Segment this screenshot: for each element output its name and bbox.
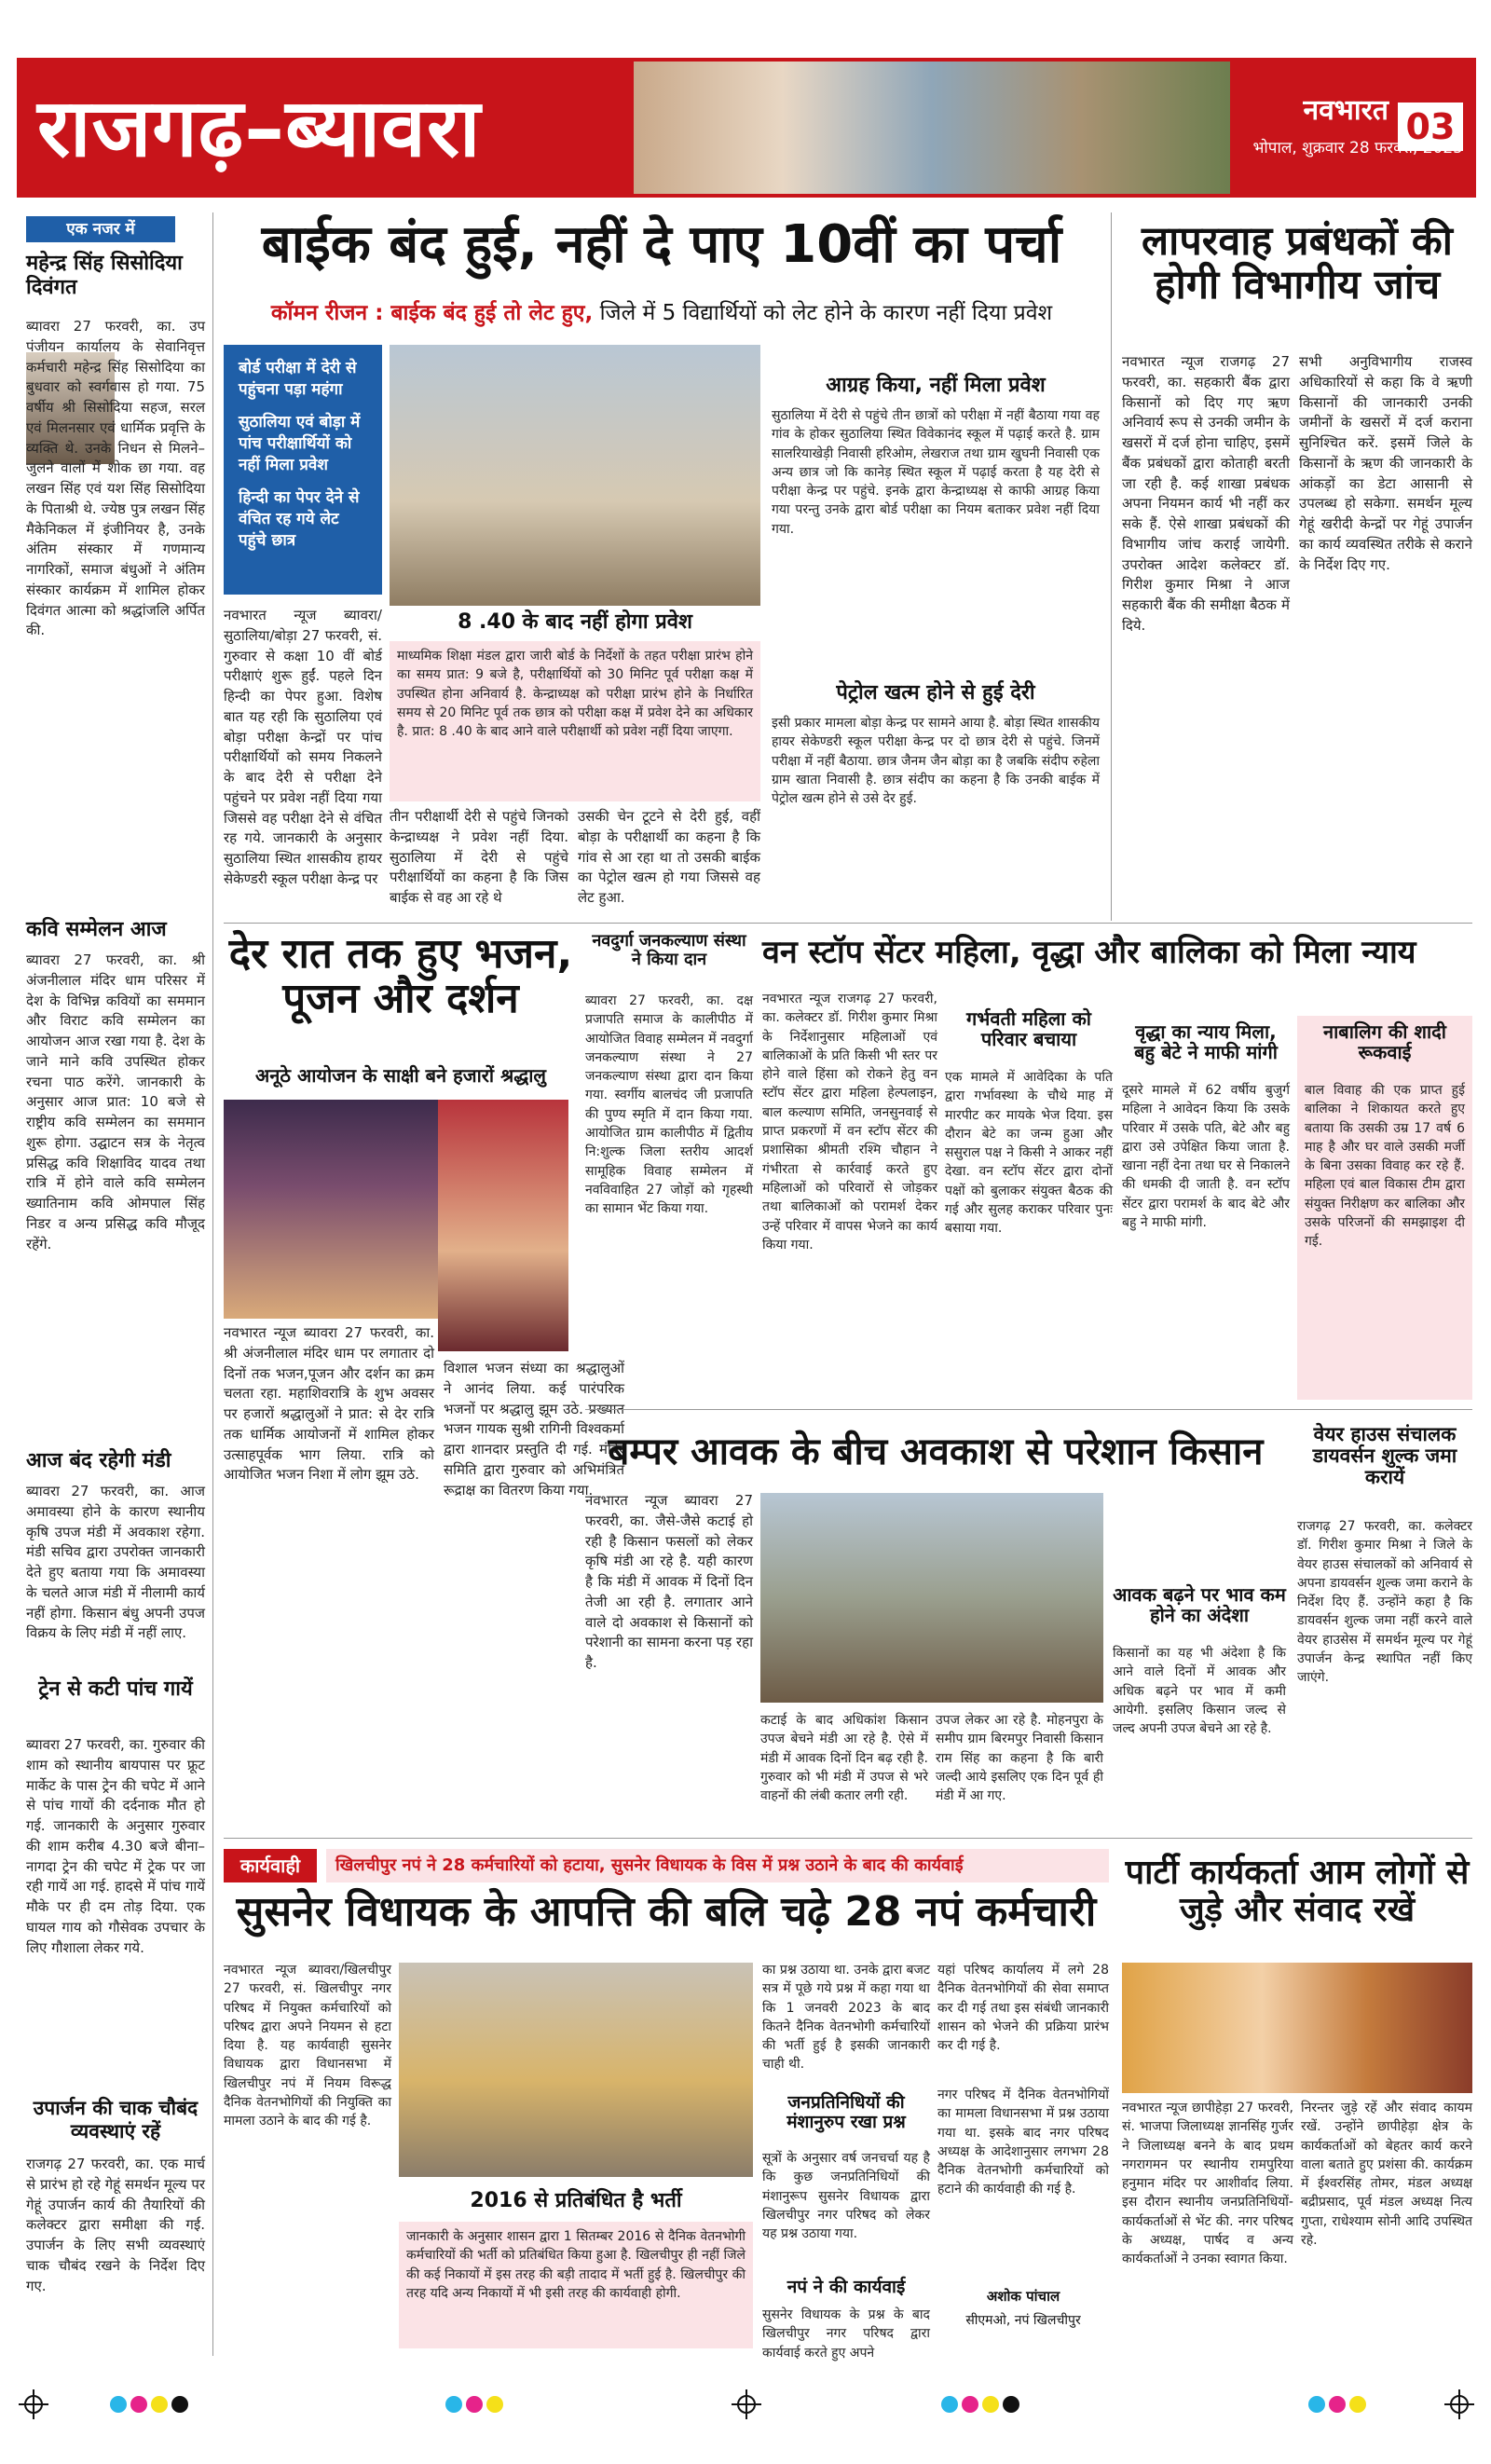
- inquiry-col-1: नवभारत न्यूज राजगढ़ 27 फरवरी, का. सहकारी बैंक द्वारा किसानों को दिए गए ऋण अनिवार्य रूप से उनकी जमीन के खसरों में दर्ज होना चाहिए, इसमें बैंक प्रबंधकों द्वारा कोताही बरती जा रही है. कई शाखा प्रबंधक अपना नियमन कार्य भी नहीं कर सके हैं. ऐसे शाखा प्रबंधकों की विभागीय जांच कराई जायेगी. उपरोक्त आदेश कलेक्टर डॉ. गिरीश कुमार मिश्रा ने आज सहकारी बैंक की समीक्षा बैठक में दिये.: [1122, 353, 1290, 634]
- khilchipur-tag: कार्यवाही: [224, 1849, 317, 1882]
- party-photo: [1122, 1963, 1472, 2093]
- obit-headline: महेन्द्र सिंह सिसोदिया दिवंगत: [26, 252, 183, 300]
- sidebar-divider: [212, 212, 213, 2356]
- inquiry-col-2: सभी अनुविभागीय राजस्व अधिकारियों से कहा कि वे ऋणी किसानों की जानकारी उनकी जमीनों के खसरों में दर्ज कराना सुनिश्चित करें. इसमें जिले के किसानों के ऋण की जानकारी के आंकड़ों का डेटा आसानी से उपलब्ध हो सकेगा. समर्थन मूल्य गेहूं खरीदी केन्द्रों पर गेहूं उपार्जन का कार्य व्यवस्थित तरीके से कराने के निर्देश दिए गए.: [1299, 353, 1472, 573]
- col-divider: [1111, 212, 1112, 921]
- onestop-box3-text: बाल विवाह की एक प्राप्त हुई बालिका ने शिकायत करते हुए बताया कि उसकी उम्र 17 वर्ष 6 माह है और घर वाले उसकी मर्जी के बिना उसका विवाह कर रहे हैं. महिला एवं बाल विकास टीम द्वारा संयुक्त निरीक्षण कर बालिका और उसके परिजनों की समझाइश दी गई.: [1305, 1083, 1465, 1250]
- section-divider: [224, 923, 1472, 924]
- lead-photo-students: [390, 345, 760, 606]
- bhajan-col-1: नवभारत न्यूज ब्यावरा 27 फरवरी, का. श्री अंजनीलाल मंदिर धाम पर लगातार दो दिनों तक भजन,पूजन और दर्शन का क्रम चलता रहा. महाशिवरात्रि के शुभ अवसर पर हजारों श्रद्धालुओं ने प्रात: से देर रात्रि तक धार्मिक आयोजनों में शामिल होकर उत्साहपूर्वक भाग लिया. रात्रि को आयोजित भजन निशा में लोग झूम उठे.: [224, 1324, 434, 1484]
- khilchipur-quote-role: सीएमओ, नपं खिलचीपुर: [965, 2313, 1081, 2328]
- bhajan-headline: देर रात तक हुए भजन, पूजन और दर्शन: [228, 930, 573, 1023]
- cyan-dot-icon: [1308, 2396, 1325, 2413]
- lead-highlight-box: [224, 345, 382, 595]
- khilchipur-col-1: नवभारत न्यूज ब्यावरा/खिलचीपुर 27 फरवरी, सं. खिलचीपुर नगर परिषद में नियुक्त कर्मचारियों को परिषद द्वारा अपने नियमन से हटा दिया है. यह कार्यवाही सुसनेर विधायक द्वारा विधानसभा में खिलचीपुर नपं में नियम विरूद्ध दैनिक वेतनभोगियों की नियुक्ति का मामला उठाने के बाद की गई है.: [224, 1963, 391, 2129]
- magenta-dot-icon: [466, 2396, 483, 2413]
- khilchipur-photo-caption-head: 2016 से प्रतिबंधित है भर्ती: [470, 2189, 682, 2212]
- aagrah-headline: आग्रह किया, नहीं मिला प्रवेश: [826, 374, 1046, 397]
- bumper-box-head: आवक बढ़ने पर भाव कम होने का अंदेशा: [1113, 1583, 1286, 1626]
- khilchipur-photo-office: [399, 1963, 753, 2177]
- section-divider-2: [585, 1409, 1472, 1410]
- train-headline: ट्रेन से कटी पांच गायें: [38, 1677, 193, 1701]
- bumper-col-2: कटाई के बाद अधिकांश किसान उपज बेचने मंडी आ रहे है. ऐसे में मंडी में आवक दिनों दिन बढ़ रही है. गुरुवार को भी मंडी में उपज से भरे वाहनों की लंबी कतार लगी रही.: [760, 1713, 928, 1804]
- upa-headline: उपार्जन की चाक चौबंद व्यवस्थाएं रहें: [33, 2097, 198, 2143]
- kavi-text: ब्यावरा 27 फरवरी, का. श्री अंजनीलाल मंदिर धाम परिसर में देश के विभिन्न कवियों का सममान और विराट कवि सम्मेलन का आयोजन आज रखा गया है. देश के जाने माने कवि उपस्थित होकर रचना पाठ करेंगे. जानकारी के अनुसार आज प्रात: 10 बजे से राष्ट्रीय कवि सम्मेलन का सममान शुरू होगा. उद्घाटन सत्र के नेतृत्व प्रसिद्ध कवि शिक्षाविद यादव तथा रात्रि में होने वाले कवि सम्मेलन ख्यातिनाम कवि ओमपाल सिंह निडर व अन्य प्रसिद्ध कवि मौजूद रहेंगे.: [26, 951, 205, 1253]
- aagrah-text: सुठालिया में देरी से पहुंचे तीन छात्रों को परीक्षा में नहीं बैठाया गया वह गांव के होकर सुठालिया स्थित विवेकानंद स्कूल में पढ़ाई करते है. ग्राम सालरियाखेड़ी निवासी हरिओम, लेखराज तथा ग्राम खुघनी निवासी एक अन्य छात्र जो कि कानेड़ स्थित स्कूल में पढ़ाई करता है यह देरी से परीक्षा केन्द्र पर पहुंचे. इनके द्वारा केन्द्राध्यक्ष से काफी आग्रह किया गया परन्तु उनके द्वारा बोर्ड परीक्षा का नियम बताकर प्रवेश नहीं दिया गया.: [772, 408, 1100, 537]
- warehouse-headline: वेयर हाउस संचालक डायवर्सन शुल्क जमा करायें: [1312, 1423, 1457, 1489]
- onestop-box3-head: नाबालिग की शादी रूकवाई: [1323, 1020, 1446, 1063]
- khilchipur-photo-caption: जानकारी के अनुसार शासन द्वारा 1 सितम्बर 2016 से दैनिक वेतनभोगी कर्मचारियों की भर्ती को प्रतिबंधित किया हुआ है. खिलचीपुर ही नहीं जिले की कई निकायों में इस तरह की बड़ी तादाद में भर्ती हुई है. खिलचीपुर की तरह यदि अन्य निकायों में भी इसी तरह की कार्यवाही होगी.: [399, 2222, 753, 2348]
- magenta-dot-icon: [962, 2396, 978, 2413]
- lead-col-2: तीन परीक्षार्थी देरी से पहुंचे जिनको केन्द्राध्यक्ष ने प्रवेश नहीं दिया. सुठालिया में देरी से पहुंचे परीक्षार्थियों का कहना है कि जिस बाईक से वह आ रहे थे: [390, 808, 568, 906]
- khilchipur-col2c: सुसनेर विधायक के प्रश्न के बाद खिलचीपुर नगर परिषद द्वारा कार्यवाई करते हुए अपने: [762, 2307, 930, 2361]
- section-divider-3: [224, 1838, 1472, 1839]
- page-number: 03: [1398, 103, 1463, 151]
- khilchipur-col2-head: जनप्रतिनिधियों की मंशानुरुप रखा प्रश्न: [787, 2092, 906, 2132]
- lead-photo-caption: माध्यमिक शिक्षा मंडल द्वारा जारी बोर्ड के निर्देशों के तहत परीक्षा प्रारंभ होने का समय प्रात: 9 बजे है, परीक्षार्थियों को 30 मिनिट पूर्व परीक्षा कक्ष में उपस्थित होना अनिवार्य है. केन्द्राध्यक्ष को परीक्षा प्रारंभ होने के निर्धारित समय से 20 मिनिट पूर्व तक छात्र को परीक्षा कक्ष में प्रवेश देने का अधिकार है. प्रात: 8 .40 के बाद आने वाले परीक्षार्थी को प्रवेश नहीं दिया जाएगा.: [390, 641, 760, 801]
- yellow-dot-icon: [982, 2396, 999, 2413]
- magenta-dot-icon: [1329, 2396, 1346, 2413]
- yellow-dot-icon: [486, 2396, 503, 2413]
- sidebar-tag: एक नजर में: [26, 216, 175, 242]
- lead-photo-caption-head: 8 .40 के बाद नहीं होगा प्रवेश: [458, 610, 692, 634]
- khilchipur-col-2: का प्रश्न उठाया था. उनके द्वारा बजट सत्र में पूछे गये प्रश्न में कहा गया था कि 1 जनवरी 2023 के बाद कितने दैनिक वेतनभोगी कर्मचारियों की भर्ती हुई है इसकी जानकारी चाही थी.: [762, 1963, 930, 2073]
- party-col-1: नवभारत न्यूज छापीहेड़ा 27 फरवरी, सं. भाजपा जिलाध्यक्ष ज्ञानसिंह गुर्जर ने जिलाध्यक्ष बनने के बाद प्रथम नगरागमन पर स्थानीय रामपुरिया हनुमान मंदिर पर आशीर्वाद लिया. इस दौरान स्थानीय जनप्रतिनिधियों-कार्यकर्ताओं से भेंट की. नगर परिषद के अध्यक्ष, पार्षद व अन्य कार्यकर्ताओं ने उनका स्वागत किया.: [1122, 2101, 1293, 2267]
- warehouse-text: राजगढ़ 27 फरवरी, का. कलेक्टर डॉ. गिरीश कुमार मिश्रा ने जिले के वेयर हाउस संचालकों को अनिवार्य से अपना डायवर्सन शुल्क जमा कराने के निर्देश दिए हैं. उन्होंने कहा है कि डायवर्सन शुल्क जमा नहीं करने वाले वेयर हाउसेस में समर्थन मूल्य पर गेहूं उपार्जन केन्द्र स्थापित नहीं किए जाएंगे.: [1297, 1519, 1472, 1686]
- lead-kicker-rest: जिले में 5 विद्यार्थियों को लेट होने के कारण नहीं दिया प्रवेश: [599, 301, 1053, 325]
- highlight-1: बोर्ड परीक्षा में देरी से पहुंचना पड़ा महंगा: [239, 359, 357, 399]
- samman-text: ब्यावरा 27 फरवरी, का. दक्ष प्रजापति समाज के कालीपीठ में आयोजित विवाह सम्मेलन में नवदुर्गा जनकल्याण संस्था ने 27 जनकल्याण संस्था द्वारा दान किया गया. स्वर्गीय बालचंद जी प्रजापति की पुण्य स्मृति में दान किया गया. आयोजित ग्राम कालीपीठ में द्वितीय नि:शुल्क जिला स्तरीय आदर्श सामूहिक विवाह सम्मेलन में नवविवाहित 27 जोड़ों को गृहस्थी का सामान भेंट किया गया.: [585, 993, 753, 1217]
- petrol-text: इसी प्रकार मामला बोड़ा केन्द्र पर सामने आया है. बोड़ा स्थित शासकीय हायर सेकेण्डरी स्कूल परीक्षा केन्द्र पर दो छात्र देरी से पहुंचे. जिनमें परीक्षा में नहीं बैठाया. छात्र जैनम जैन बोड़ा का है जबकि संदीप रुहेला ग्राम खाता निवासी है. छात्र संदीप का कहना है कि उनकी बाईक में पेट्रोल खत्म होने से उसे देर हुई.: [772, 716, 1100, 807]
- obit-text: ब्यावरा 27 फरवरी, का. उप पंजीयन कार्यालय के सेवानिवृत्त कर्मचारी महेन्द्र सिंह सिसोदिया का बुधवार को स्वर्गवास हो गया. 75 वर्षीय श्री सिसोदिया सहज, सरल एवं मिलनसार एवं धार्मिक प्रवृत्ति के व्यक्ति थे. उनके निधन से मिलने–जुलने वालों में शोक छा गया. वह लखन सिंह एवं यश सिंह सिसोदिया के पिताश्री थे. ज्येष्ठ पुत्र लखन सिंह मैकेनिकल में इंजीनियर है, उनके अंतिम संस्कार में गणमान्य नागरिकों, समाज बंधुओं ने अंतिम संस्कार कार्यक्रम में शामिल होकर दिवंगत आत्मा को श्रद्धांजलि अर्पित की.: [26, 318, 205, 639]
- bhajan-subhead: अनूठे आयोजन के साक्षी बने हजारों श्रद्धालु: [255, 1064, 546, 1087]
- registration-mark-icon: [1444, 2389, 1474, 2419]
- onestop-col-1: नवभारत न्यूज राजगढ़ 27 फरवरी, का. कलेक्टर डॉ. गिरीश कुमार मिश्रा के निर्देशानुसार महिलाओं एवं बालिकाओं के प्रति किसी भी स्तर पर होने वाले हिंसा को रोकने हेतु वन स्टॉप सेंटर द्वारा महिला हेल्पलाइन, बाल कल्याण समिति, जनसुनवाई से प्राप्त प्रकरणों में वन स्टॉप सेंटर की प्रशासिका श्रीमती रश्मि चौहान ने गंभीरता से कार्रवाई करते हुए महिलाओं को परिवारों से जोड़कर तथा बालिकाओं को परामर्श देकर उन्हें परिवार में वापस भेजने का कार्य किया गया.: [762, 992, 937, 1253]
- registration-mark-icon: [19, 2389, 48, 2419]
- bumper-photo-mandi: [760, 1493, 1103, 1703]
- train-text: ब्यावरा 27 फरवरी, का. गुरुवार की शाम को स्थानीय बायपास पर फ्रूट मार्केट के पास ट्रेन की चपेट में आने से पांच गायों की दर्दनाक मौत हो गई. जानकारी के अनुसार गुरुवार की शाम करीब 4.30 बजे बीना–नागदा ट्रेन की चपेट में ट्रेक पर जा रही गायें आ गई. हादसे में पांच गायें मौके पर ही दम तोड़ दिया. एक घायल गाय को गौसेवक उपचार के लिए गौशाला लेकर गये.: [26, 1736, 205, 1956]
- kavi-headline: कवि सम्मेलन आज: [26, 918, 167, 941]
- bhajan-col-2: विशाल भजन संध्या का श्रद्धालुओं ने आनंद लिया. कई पारंपरिक भजनों पर श्रद्धालु झूम उठे. प्रख्यात भजन गायक सुश्री रागिनी विश्वकर्मा द्वारा शानदार प्रस्तुति दी गई. मंदिर समिति द्वारा गुरुवार को अभिमंत्रित रूद्राक्ष का वितरण किया गया.: [444, 1360, 624, 1499]
- page-title: राजगढ़–ब्यावरा: [37, 82, 482, 175]
- cyan-dot-icon: [110, 2396, 127, 2413]
- black-dot-icon: [1003, 2396, 1019, 2413]
- onestop-box1-head: गर्भवती महिला को परिवार बचाया: [966, 1007, 1091, 1050]
- onestop-box2-text: दूसरे मामले में 62 वर्षीय बुजुर्ग महिला ने आवेदन किया कि उसके परिवार में उसके पति, बेटे और बहु द्वारा उसे उपेक्षित किया जाता है. खाना नहीं देना तथा घर से निकालने की धमकी दी जाती है. वन स्टॉप सेंटर द्वारा परामर्श के बाद बेटे और बहु ने माफी मांगी.: [1122, 1083, 1290, 1231]
- onestop-box1-text: एक मामले में आवेदिका के पति द्वारा गर्भावस्था के चौथे माह में मारपीट कर मायके भेज दिया. इस दौरान बेटे का जन्म हुआ और ससुराल पक्ष ने किसी ने आकर नहीं देखा. वन स्टॉप सेंटर द्वारा दोनों पक्षों को बुलाकर संयुक्त बैठक की गई और सुलह कराकर परिवार पुनः बसाया गया.: [945, 1070, 1113, 1237]
- inquiry-headline: लापरवाह प्रबंधकों की होगी विभागीय जांच: [1142, 218, 1453, 309]
- bumper-col-1: नवभारत न्यूज ब्यावरा 27 फरवरी, का. जैसे-जैसे कटाई हो रही है किसान फसलों को लेकर कृषि मंडी आ रहे है. यही कारण है कि मंडी में आवक में दिनों दिन तेजी आ रही है. लगातार आने वाले दो अवकाश से किसानों को परेशानी का सामना करना पड़ रहा है.: [585, 1492, 753, 1671]
- cyan-dot-icon: [941, 2396, 958, 2413]
- khilchipur-quote-by: अशोक पांचाल: [986, 2288, 1060, 2305]
- bumper-box-text: किसानों का यह भी अंदेशा है कि आने वाले दिनों में आवक और अधिक बढ़ने पर भाव में कमी आयेगी. इसलिए किसान जल्द से जल्द अपनी उपज बेचने आ रहे है.: [1113, 1646, 1286, 1737]
- bhajan-photo-singer: [438, 1100, 568, 1351]
- petrol-headline: पेट्रोल खत्म होने से हुई देरी: [836, 681, 1035, 705]
- khilchipur-col2b: सूत्रों के अनुसार वर्ष जनचर्चा यह है कि कुछ जनप्रतिनिधियों की मंशानुरूप सुसनेर विधायक द्वारा खिलचीपुर नगर परिषद को लेकर यह प्रश्न उठाया गया.: [762, 2151, 930, 2242]
- khilchipur-headline: सुसनेर विधायक के आपत्ति की बलि चढ़े 28 नपं कर्मचारी: [236, 1888, 1097, 1936]
- lead-kicker-label: कॉमन रीजन : बाईक बंद हुई तो लेट हुए,: [270, 301, 594, 325]
- bumper-headline: बम्पर आवक के बीच अवकाश से परेशान किसान: [608, 1430, 1264, 1473]
- upa-text: राजगढ़ 27 फरवरी, का. एक मार्च से प्रारंभ हो रहे गेहूं समर्थन मूल्य पर गेहूं उपार्जन कार्य की तैयारियों की कलेक्टर द्वारा समीक्षा की गई. उपार्जन के लिए सभी व्यवस्थाएं चाक चौबंद रखने के निर्देश दिए गए.: [26, 2156, 205, 2294]
- masthead-photo-strip: [634, 62, 1230, 194]
- khilchipur-quote: नगर परिषद में दैनिक वेतनभोगियों का मामला विधानसभा में प्रश्न उठाया गया था. इसके बाद नगर परिषद अध्यक्ष के आदेशानुसार लगभग 28 दैनिक वेतनभोगी कर्मचारियों को हटाने की कार्यवाही की गई है.: [937, 2088, 1109, 2197]
- print-marks: [0, 2386, 1491, 2423]
- khilchipur-col-3: यहां परिषद कार्यालय में लगे 28 दैनिक वेतनभोगियों की सेवा समाप्त कर दी गई तथा इस संबंधी जानकारी शासन को भेजने की प्रक्रिया प्रारंभ कर दी गई है.: [937, 1963, 1109, 2054]
- lead-col-1: नवभारत न्यूज ब्यावरा/सुठालिया/बोड़ा 27 फरवरी, सं. गुरुवार से कक्षा 10 वीं बोर्ड परीक्षाएं शुरू हुईं. पहले दिन हिन्दी का पेपर हुआ. विशेष बात यह रही कि सुठालिया एवं बोड़ा परीक्षा केन्द्रों पर पांच परीक्षार्थियों को समय निकलने के बाद देरी से परीक्षा देने पहुंचने पर प्रवेश नहीं दिया गया जिससे वह परीक्षा देने से वंचित रह गये. जानकारी के अनुसार सुठालिया स्थित शासकीय हायर सेकेण्डरी स्कूल परीक्षा केन्द्र पर: [224, 607, 382, 887]
- brand-logo: नवभारत: [1303, 94, 1388, 127]
- onestop-box2-head: वृद्धा का न्याय मिला, बहु बेटे ने माफी मांगी: [1134, 1020, 1278, 1063]
- registration-mark-icon: [732, 2389, 761, 2419]
- khilchipur-kicker: खिलचीपुर नपं ने 28 कर्मचारियों को हटाया, सुसनेर विधायक के विस में प्रश्न उठाने के बाद की कार्यवाई: [326, 1849, 1109, 1882]
- khilchipur-col2-head2: नपं ने की कार्यवाई: [787, 2277, 906, 2297]
- samman-headline: नवदुर्गा जनकल्याण संस्था ने किया दान: [592, 931, 746, 969]
- yellow-dot-icon: [151, 2396, 168, 2413]
- black-dot-icon: [171, 2396, 188, 2413]
- lead-kicker: [224, 296, 1100, 332]
- highlight-3: हिन्दी का पेपर देने से वंचित रह गये लेट पहुंचे छात्र: [239, 487, 360, 550]
- mandi-headline: आज बंद रहेगी मंडी: [26, 1449, 171, 1472]
- party-headline: पार्टी कार्यकर्ता आम लोगों से जुड़े और संवाद रखें: [1125, 1854, 1470, 1929]
- dateline: भोपाल, शुक्रवार 28 फरवरी, 2025: [1252, 139, 1463, 157]
- lead-col-3: उसकी चेन टूटने से देरी हुई, वहीं बोड़ा के परीक्षार्थी का कहना है कि गांव से आ रहा था तो उसकी बाईक का पेट्रोल खत्म हो गया जिससे वह लेट हुआ.: [578, 808, 760, 906]
- lead-headline: बाईक बंद हुई, नहीं दे पाए 10वीं का पर्चा: [261, 214, 1062, 275]
- magenta-dot-icon: [130, 2396, 147, 2413]
- onestop-headline: वन स्टॉप सेंटर महिला, वृद्धा और बालिका को मिला न्याय: [762, 934, 1416, 971]
- party-col-2: निरन्तर जुड़े रहें और संवाद कायम रखें. उन्होंने छापीहेड़ा क्षेत्र के कार्यकर्ताओं को बेहतर कार्य करने वाला बताते हुए प्रशंसा की. कार्यक्रम में ईश्वरसिंह तोमर, मंडल अध्यक्ष बद्रीप्रसाद, पूर्व मंडल अध्यक्ष नित्य गुप्ता, राधेश्याम सोनी आदि उपस्थित रहे.: [1301, 2101, 1472, 2249]
- mandi-text: ब्यावरा 27 फरवरी, का. आज अमावस्या होने के कारण स्थानीय कृषि उपज मंडी में अवकाश रहेगा. मंडी सचिव द्वारा उपरोक्त जानकारी देते हुए बताया गया कि अमावस्या के चलते आज मंडी में नीलामी कार्य नहीं होगा. किसान बंधु अपनी उपज विक्रय के लिए मंडी में नहीं लाए.: [26, 1483, 205, 1642]
- bumper-col-3: उपज लेकर आ रहे है. मोहनपुरा के समीप ग्राम बिरमपुर निवासी किसान राम सिंह का कहना है कि बारी जल्दी आये इसलिए एक दिन पूर्व ही मंडी में आ गए.: [936, 1713, 1103, 1804]
- highlight-2: सुठालिया एवं बोड़ा में पांच परीक्षार्थियों को नहीं मिला प्रवेश: [239, 412, 361, 474]
- cyan-dot-icon: [445, 2396, 462, 2413]
- yellow-dot-icon: [1349, 2396, 1366, 2413]
